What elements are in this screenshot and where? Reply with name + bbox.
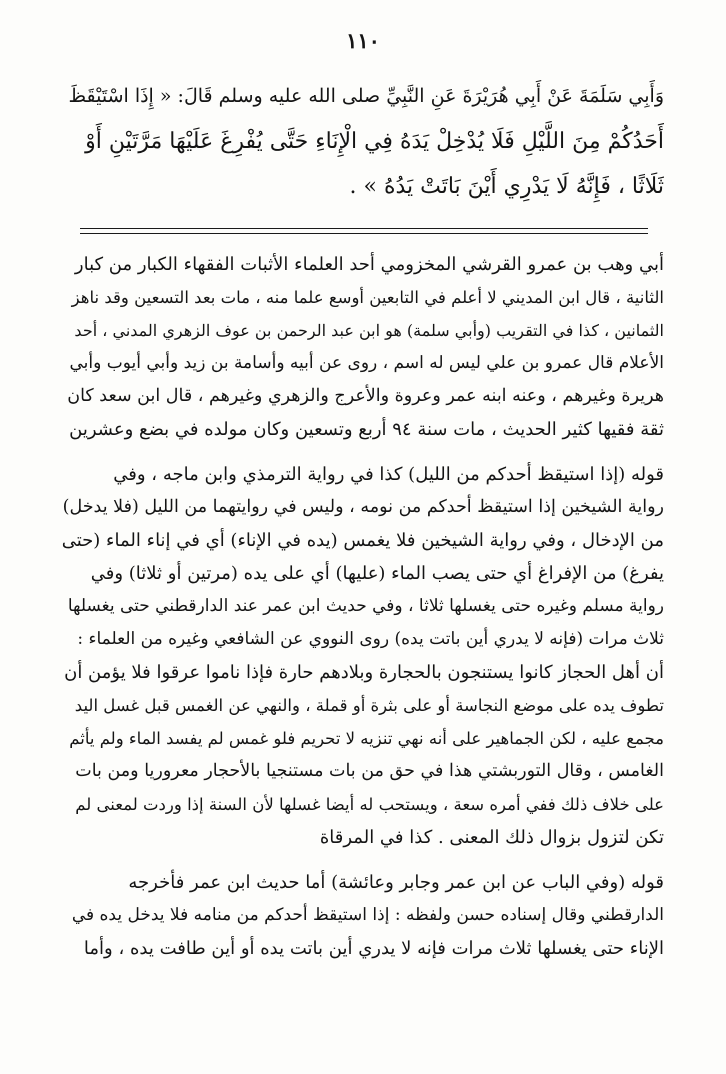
hadith-text [62,74,664,209]
commentary-line: الثانية ، قال ابن المديني لا أعلم في التابعين أوسع علما منه ، مات بعد التسعين وقد ناهز [71,288,664,307]
commentary-line: الثمانين ، كذا في التقريب (وأبي سلمة) هو ابن عبد الرحمن بن عوف الزهري المدني ، أحد [74,321,664,340]
commentary-line: قوله (وفي الباب عن ابن عمر وجابر وعائشة) أما حديث ابن عمر فأخرجه [128,872,664,893]
hadith-line: وَأَبِي سَلَمَةَ عَنْ أَبِي هُرَيْرَةَ عَنِ النَّبِيِّ صلى الله عليه وسلم قَالَ: « إِذَا اسْتَيْقَظَ [68,85,664,107]
commentary-line: تكن لتزول بزوال ذلك المعنى . كذا في المرقاة [319,827,664,848]
commentary-line: الدارقطني وقال إسناده حسن ولفظه : إذا استيقظ أحدكم من منامه فلا يدخل يده في [71,905,664,925]
commentary-line: الأعلام قال عمرو بن علي ليس له اسم ، روى عن أبيه وأسامة بن زيد وأبي أيوب وأبي [69,353,664,373]
hadith-line: ثَلَاثًا ، فَإِنَّهُ لَا يَدْرِي أَيْنَ بَاتَتْ يَدُهُ » . [349,174,664,199]
commentary-line: تطوف يده على موضع النجاسة أو على بثرة أو قملة ، والنهي عن الغمس قبل غسل اليد [74,696,664,715]
commentary-paragraph [62,248,664,446]
hadith-line: أَحَدُكُمْ مِنَ اللَّيْلِ فَلَا يُدْخِلْ يَدَهُ فِي الْإِنَاءِ حَتَّى يُفْرِغَ عَلَيْهَا مَرَّتَيْنِ أَوْ [85,129,664,154]
commentary-line: أن أهل الحجاز كانوا يستنجون بالحجارة وبلادهم حارة فإذا ناموا عرقوا فلا يؤمن أن [64,662,664,683]
commentary-paragraph [62,866,664,965]
commentary-line: مجمع عليه ، لكن الجماهير على أنه نهي تنزيه لا تحريم فلو غمس لم يفسد الماء ولم يأثم [69,729,664,748]
commentary-line: رواية مسلم وغيره حتى يغسلها ثلاثا ، وفي حديث ابن عمر عند الدارقطني حتى يغسلها [67,596,664,616]
commentary-line: ثلاث مرات (فإنه لا يدري أين باتت يده) روى النووي عن الشافعي وغيره من العلماء : [77,629,664,649]
commentary-line: هريرة وغيرهم ، وعنه ابنه عمر وعروة والأعرج والزهري وغيرهم ، قال ابن سعد كان [67,386,664,406]
section-divider [80,228,648,229]
commentary-line: يفرغ) من الإفراغ أي حتى يصب الماء (عليها) أي على يده (مرتين أو ثلاثا) وفي [90,563,664,584]
commentary-line: رواية الشيخين إذا استيقظ أحدكم من نومه ، وليس في روايتهما من الليل (فلا يدخل) [62,497,664,517]
commentary-line: الإناء حتى يغسلها ثلاث مرات فإنه لا يدري أين باتت يده أو أين طافت يده ، وأما [83,938,664,959]
commentary-line: ثقة فقيها كثير الحديث ، مات سنة ٩٤ أربع وتسعين وكان مولده في بضع وعشرين [69,419,664,440]
page-number: ١١٠ [346,28,380,53]
commentary-line: أبي وهب بن عمرو القرشي المخزومي أحد العلماء الأثبات الفقهاء الكبار من كبار [74,254,664,275]
commentary-line: من الإدخال ، وفي رواية الشيخين فلا يغمس (يده في الإناء) أي في إناء الماء (حتى [62,530,664,551]
commentary-text [62,248,664,977]
commentary-line: الغامس ، وقال التوربشتي هذا في حق من بات مستنجيا بالأحجار معروريا ومن بات [75,761,664,781]
commentary-paragraph [62,458,664,854]
commentary-line: قوله (إذا استيقظ أحدكم من الليل) كذا في رواية الترمذي وابن ماجه ، وفي [113,464,664,485]
commentary-line: على خلاف ذلك ففي أمره سعة ، ويستحب له أيضا غسلها لأن السنة إذا وردت لمعنى لم [75,795,664,814]
